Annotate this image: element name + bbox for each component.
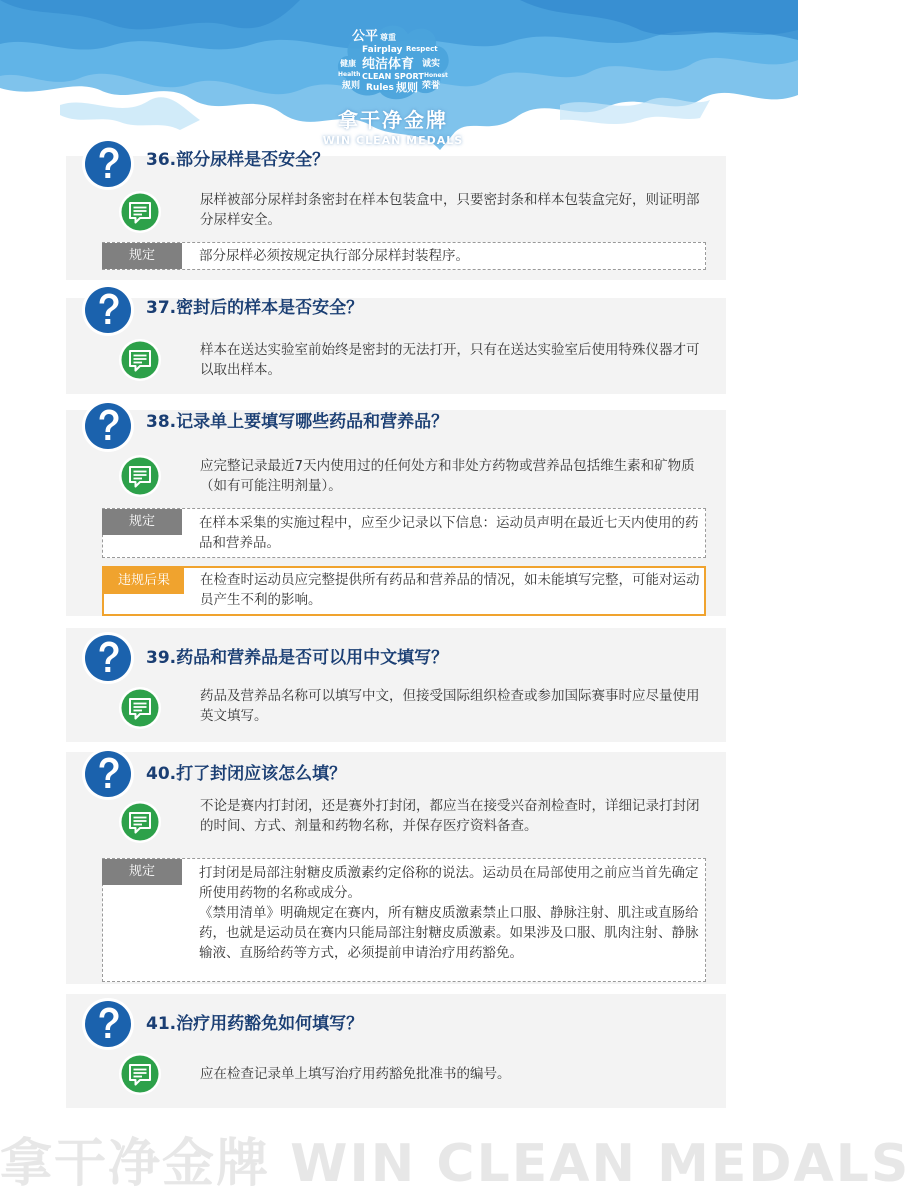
question-mark-icon <box>80 746 136 802</box>
consequence-text: 在检查时运动员应完整提供所有药品和营养品的情况，如未能填写完整，可能对运动员产生不利的影响。 <box>200 572 700 608</box>
logo-word: Fairplay <box>362 45 403 55</box>
logo-subtitle: WIN CLEAN MEDALS <box>322 134 464 147</box>
question-mark-icon <box>80 282 136 338</box>
question-mark-icon <box>80 136 136 192</box>
rule-text: 《禁用清单》明确规定在赛内，所有糖皮质激素禁止口服、静脉注射、肌注或直肠给药，也就是运动员在赛内只能局部注射糖皮质激素。如果涉及口服、肌肉注射、静脉输液、直肠给药等方式，必须提前申请治疗用药豁免。 <box>199 905 699 961</box>
question-title: 41.治疗用药豁免如何填写？ <box>146 1014 364 1034</box>
answer-text: 样本在送达实验室前始终是密封的无法打开，只有在送达实验室后使用特殊仪器才可以取出样本。 <box>200 342 700 378</box>
logo-word: CLEAN SPORT <box>362 72 424 81</box>
question-title: 36.部分尿样是否安全？ <box>146 150 330 170</box>
logo-word: 诚实 <box>422 59 441 69</box>
answer-text: 应完整记录最近7天内使用过的任何处方和非处方药物或营养品包括维生素和矿物质（如有可能注明剂量）。 <box>200 458 695 494</box>
consequence-tag: 违规后果 <box>104 568 184 594</box>
answer-text: 不论是赛内打封闭，还是赛外打封闭，都应当在接受兴奋剂检查时，详细记录打封闭的时间、方式、剂量和药物名称，并保存医疗资料备查。 <box>200 798 700 834</box>
logo-word: Rules <box>366 83 394 93</box>
logo-word: Health <box>338 71 361 78</box>
answer-chat-icon <box>118 686 162 730</box>
logo-word: 尊重 <box>380 33 396 42</box>
rule-text: 打封闭是局部注射糖皮质激素约定俗称的说法。运动员在局部使用之前应当首先确定所使用药物的名称或成分。 <box>199 865 699 901</box>
rule-box <box>102 858 706 982</box>
question-title: 40.打了封闭应该怎么填？ <box>146 764 347 784</box>
logo-word: 纯洁体育 <box>362 57 415 72</box>
question-title: 37.密封后的样本是否安全？ <box>146 298 364 318</box>
answer-chat-icon <box>118 800 162 844</box>
logo-word: Honest <box>424 72 448 79</box>
answer-chat-icon <box>118 1052 162 1096</box>
question-card-41 <box>66 994 726 1108</box>
rule-text: 在样本采集的实施过程中，应至少记录以下信息：运动员声明在最近七天内使用的药品和营养品。 <box>199 515 699 551</box>
question-mark-icon <box>80 996 136 1052</box>
footer-watermark: 拿干净金牌 WIN CLEAN MEDALS <box>0 1134 910 1194</box>
answer-chat-icon <box>118 338 162 382</box>
question-card-40 <box>66 752 726 984</box>
rule-tag: 规定 <box>102 509 182 535</box>
logo-word: 规则 <box>396 81 418 94</box>
question-mark-icon <box>80 398 136 454</box>
question-title: 39.药品和营养品是否可以用中文填写？ <box>146 648 449 668</box>
logo-word: 健康 <box>340 59 356 68</box>
rule-text: 部分尿样必须按规定执行部分尿样封装程序。 <box>199 248 469 264</box>
answer-chat-icon <box>118 190 162 234</box>
logo-word: 公平 <box>352 29 379 44</box>
question-card-38 <box>66 410 726 616</box>
question-mark-icon <box>80 630 136 686</box>
consequence-box <box>102 566 706 616</box>
clean-sport-logo <box>318 18 468 148</box>
logo-word: 规则 <box>342 81 361 91</box>
answer-text: 应在检查记录单上填写治疗用药豁免批准书的编号。 <box>200 1066 511 1082</box>
answer-chat-icon <box>118 454 162 498</box>
rule-box <box>102 508 706 558</box>
question-title: 38.记录单上要填写哪些药品和营养品？ <box>146 412 449 432</box>
answer-text: 药品及营养品名称可以填写中文，但接受国际组织检查或参加国际赛事时应尽量使用英文填写。 <box>200 688 700 724</box>
rule-box <box>102 242 706 270</box>
logo-word: Respect <box>406 45 438 53</box>
question-card-37 <box>66 298 726 394</box>
logo-word: 荣誉 <box>422 81 441 91</box>
logo-title: 拿干净金牌 <box>338 108 448 132</box>
rule-tag: 规定 <box>102 859 182 885</box>
word-cloud <box>334 18 452 102</box>
rule-tag: 规定 <box>102 243 182 269</box>
question-card-39 <box>66 628 726 742</box>
question-card-36 <box>66 150 726 280</box>
answer-text: 尿样被部分尿样封条密封在样本包装盒中，只要密封条和样本包装盒完好，则证明部分尿样安全。 <box>200 192 700 228</box>
